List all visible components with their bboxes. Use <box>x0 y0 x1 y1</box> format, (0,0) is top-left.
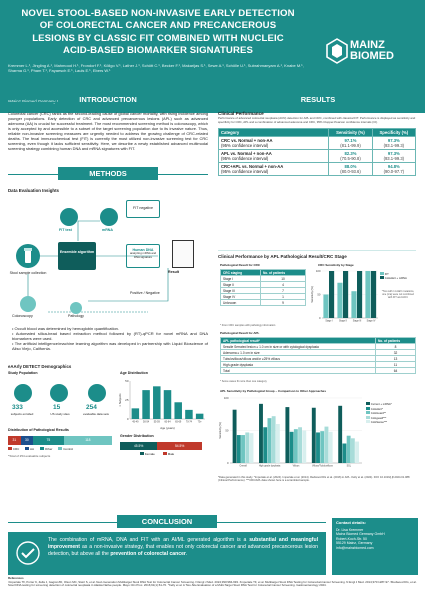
microscope-icon <box>70 302 82 314</box>
series-bar <box>351 438 355 463</box>
contact-box <box>332 518 418 575</box>
col-header-category: Category <box>219 129 329 137</box>
sensitivity-value: 88.0% <box>344 164 357 169</box>
series-bar <box>338 406 342 463</box>
crc-stage-table <box>220 269 306 306</box>
logo-text <box>350 40 394 62</box>
y-axis-label: Sensitivity (%) <box>219 422 222 439</box>
path-segment-control: 118 <box>64 436 112 445</box>
stage-legend <box>380 272 407 281</box>
x-tick-label: Stage IV <box>366 320 376 323</box>
col-header-staging: CRC staging <box>221 270 261 276</box>
clinical-note: Performance of advanced colorectal neoplasia (ACN) detection for APL and CRC, combined with classical FIT. Performance is displayed as sensitivity and specificity for CRC, APL and a combination of advanced adenoma and CRC, 95% Clopper-Pearson confidence intervals (CI). <box>218 116 416 124</box>
crc-sensitivity-chart <box>310 268 380 328</box>
series-bar <box>259 404 263 463</box>
table-row: Stage IV 1 <box>221 294 306 300</box>
flow-label-colonoscopy: Colonoscopy <box>12 314 33 318</box>
y-tick-label: 50 <box>317 292 321 297</box>
legend-item-aa: AA <box>25 447 34 451</box>
x-tick-label: Stage I <box>325 320 333 323</box>
bullet-item: • Automated silica-bead based extraction method followed by (RT)-qPCR for novel mRNA and DNA biomarkers were used. <box>12 331 208 341</box>
subjects-icon <box>14 384 32 402</box>
series-bar <box>347 436 351 463</box>
age-bar <box>185 410 193 419</box>
y-axis-label: n Subjects <box>118 393 122 407</box>
legend-female: Female <box>140 452 155 456</box>
row-category: CRC+APL vs. Normal + non-AA <box>221 164 284 169</box>
flow-label-fit: FIT test <box>59 228 72 232</box>
table-row <box>219 137 416 150</box>
x-tick-label: High grade dysplasia <box>258 465 281 468</box>
series-bar <box>323 295 328 319</box>
specificity-value: 94.8% <box>387 164 400 169</box>
y-tick-label: 100 <box>315 269 321 273</box>
row-ci-label: (95% confidence interval) <box>221 169 269 174</box>
flow-label-algorithm: Ensemble algorithm <box>59 250 95 254</box>
stool-sample-icon <box>16 244 40 268</box>
row-ci-label: (95% confidence interval) <box>221 143 269 148</box>
conclusion-text: . <box>185 551 188 557</box>
gender-legend <box>140 452 174 456</box>
y-tick-label: 0 <box>226 461 229 465</box>
table-row: Stage III 7 <box>221 288 306 294</box>
row-category: APL vs. Normal + non-AA <box>221 151 272 156</box>
legend-item-control: Control <box>58 447 73 451</box>
age-bar <box>132 408 140 419</box>
legend-colo-mrna: ColoAlert + mRNA <box>380 276 407 280</box>
gender-male-segment: 54.5% <box>157 442 202 450</box>
flow-label-dna-sub: analyzing mRNA and DNA signature <box>129 251 157 259</box>
x-tick-label: Stage II <box>339 320 347 323</box>
sensitivity-ci: (80.0-93.6) <box>340 169 361 174</box>
apl-note: * Some cases fit more than one category <box>220 380 267 383</box>
human-dna-box <box>126 244 160 268</box>
apl-title: Clinical Performance by APL Pathological Result/CRC Stage <box>218 254 347 259</box>
path-segment-crc: 31 <box>8 436 21 445</box>
table-row: Adenoma ≥ 1.0 cm in size 32 <box>221 350 416 356</box>
series-bar <box>337 283 342 318</box>
gender-bar <box>120 442 202 450</box>
gender-title: Gender Distribution <box>120 434 154 438</box>
study-pop-title: Study Population <box>8 371 38 375</box>
flow-label-mrna: mRNA <box>102 228 113 232</box>
performance-table <box>218 128 416 176</box>
results-footnote: *Data generated in this study. *Imperiale et al. (2024). Imperiale et al. (2014). Redwood DG et al. (2016) in APL. Kelly et al. (2024). DOI: 10.1016/j.jfl.2024.01.088 (Clinical Performance). ***CRC/APL data shown here is a scrambled sample. <box>218 476 410 483</box>
title-line: OF COLORECTAL CANCER AND PRECANCEROUS <box>39 20 277 32</box>
legend-fit: FIT <box>380 272 407 276</box>
x-tick-label: 70-74 <box>185 420 192 424</box>
count-value: 15 <box>53 404 61 411</box>
series-bar <box>320 431 324 463</box>
logo-line: BIOMED <box>350 50 394 62</box>
flow-label-pathology: Pathology <box>68 314 84 318</box>
flow-label-result: Result <box>168 270 179 274</box>
x-tick-label: 75+ <box>197 420 202 424</box>
method-flow-diagram <box>8 196 208 320</box>
bullet-item: • The artificial intelligence/machine learning algorithm was developed in partnership with Liquid Bioscience of Aliso Viejo, California. <box>12 341 208 351</box>
specificity-value: 97.3% <box>387 138 400 143</box>
x-tick-label: SSL <box>346 465 351 468</box>
logo-mark-icon <box>326 38 348 64</box>
x-tick-label: Villous <box>292 465 300 468</box>
logo-line: MAINZ <box>350 39 385 51</box>
methods-heading: METHODS <box>58 167 158 180</box>
conclusion-highlight: prevention of colorectal cancer <box>110 551 186 557</box>
series-bar <box>329 271 334 318</box>
x-tick-label: 65-69 <box>175 420 182 424</box>
series-bar <box>237 435 241 463</box>
col-header-specificity: Specificity (%) <box>372 129 415 137</box>
table-row <box>219 163 416 176</box>
x-tick-label: 45-49 <box>132 420 139 424</box>
flow-label-sample: Stool sample collection <box>9 271 47 275</box>
series-bar <box>267 418 271 463</box>
data-sets-icon <box>88 384 106 402</box>
intro-heading: INTRODUCTION <box>58 93 158 106</box>
table-row <box>219 150 416 163</box>
sensitivity-value: 97.1% <box>344 138 357 143</box>
contact-line: Dr. Lisa Kremmer <box>336 527 364 532</box>
stage-chart-title: CRC Sensitivity by Stage <box>318 263 354 267</box>
results-heading: RESULTS <box>268 93 368 106</box>
fit-test-icon <box>60 208 78 226</box>
methods-bullets <box>12 326 208 351</box>
specificity-ci: (90.0-97.7) <box>383 169 405 174</box>
flow-label-fit-negative: FIT negative <box>133 206 153 210</box>
series-bar <box>250 433 254 463</box>
path-dist-title: Distribution of Pathological Results <box>8 428 69 432</box>
conclusion-text: The combination of mRNA, DNA and FIT with an AI/ML generated algorithm is a <box>48 537 250 543</box>
series-bar <box>329 432 333 463</box>
series-bar <box>245 432 249 463</box>
legend-item-crc: CRC <box>8 447 19 451</box>
x-tick-label: Villous/Tubulovillous <box>312 465 333 468</box>
conclusion-box <box>8 532 326 575</box>
series-bar <box>302 431 306 464</box>
series-bar <box>294 429 298 463</box>
title-line: NOVEL STOOL-BASED NON-INVASIVE EARLY DETECTION <box>21 8 295 19</box>
row-ci-label: (95% confidence interval) <box>221 156 269 161</box>
mrna-icon <box>100 208 118 226</box>
table-row: Total 64 <box>221 368 416 374</box>
contact-line: Mainz Biomed Germany GmbH <box>336 532 385 537</box>
age-bar <box>153 386 161 419</box>
checkmark-icon <box>16 541 40 565</box>
y-axis-label: Sensitivity (%) <box>311 286 314 303</box>
col-header-sensitivity: Sensitivity (%) <box>329 129 372 137</box>
y-tick-label: 100 <box>223 396 229 400</box>
table-row: Sessile Serrated lesion ≥ 1.0 cm in size or with cytological dysplasia 8 <box>221 344 416 350</box>
path-segment-other: 75 <box>33 436 64 445</box>
x-tick-label: 50-54 <box>143 420 150 424</box>
x-tick-label: 60-64 <box>164 420 171 424</box>
conclusion-text: as a non-invasive strategy, that enables not only colorectal cancer and advanced precancerous lesion detection, but above all the <box>48 544 318 557</box>
flow-label-dna: Human DNA <box>132 248 154 252</box>
age-bar <box>174 402 182 419</box>
author-list: Kremmer L.¹, Jingling A.¹, Mahmood H.¹, Frondorf F.¹, Köllgo V.¹, Lather J.¹, Schött C.¹, Becker F.¹, Makarijas S.¹, Sewe A.¹, Schölle U.¹, Subrahmanyam A.¹, Knabe M.¹, Sharma G.¹, Pham T.¹, Fayaesch E.¹, Lauls E.¹, Ebers W.¹ <box>8 63 304 73</box>
series-bar <box>357 271 362 318</box>
y-tick-label: 25 <box>125 398 129 402</box>
algorithm-box <box>58 242 96 270</box>
legend-item: ColoAlert* <box>366 407 392 412</box>
x-tick-label: 55-59 <box>153 420 160 424</box>
insights-title: Data Evaluation Insights <box>8 188 59 193</box>
count-value: 333 <box>12 404 23 411</box>
col-header-patients: No. of patients <box>261 270 306 276</box>
apl-path-title: Pathological Result for APL <box>220 331 260 335</box>
table-row: Tubulovillous/villous and/or ≥25% villous 13 <box>221 356 416 362</box>
series-bar <box>276 424 280 463</box>
colonoscopy-icon <box>20 296 36 312</box>
mainz-biomed-logo <box>326 32 410 72</box>
legend-item: Cologuard*** <box>366 416 392 421</box>
series-bar <box>233 410 237 463</box>
contact-line: Robert-Koch-Str. 50 <box>336 536 367 541</box>
contact-title: Contact details: <box>336 520 367 525</box>
count-label: evaluable data sets <box>83 412 109 416</box>
conclusion-highlight: substantial and meaningful improvement <box>48 537 318 550</box>
series-bar <box>371 271 376 318</box>
crc-stage-note: * From CRC samples with pathology information <box>220 324 276 327</box>
references <box>8 577 418 588</box>
apl-sens-title: APL Sensitivity by Pathological Group – Comparison to Other Approaches <box>220 389 327 393</box>
col-header-apl-result: APL pathological result* <box>221 338 376 344</box>
sensitivity-value: 82.3% <box>344 151 357 156</box>
path-dist-bar <box>8 436 112 445</box>
poster-title <box>8 8 308 57</box>
crc-stage-title: Pathological Result for CRC <box>220 263 261 267</box>
title-line: ACID-BASED BIOMARKER SIGNATURES <box>62 44 253 56</box>
bullet-item: • Occult blood was determined by hemoglobin quantification. <box>12 326 120 331</box>
legend-male: Male <box>163 452 174 456</box>
gender-female-segment: 45.5% <box>120 442 157 450</box>
legend-item: ColoGuard** <box>366 411 392 416</box>
series-bar <box>351 291 356 318</box>
flow-label-positive: Positive / Negative <box>130 291 160 295</box>
series-bar <box>316 432 320 463</box>
y-tick-label: 0 <box>318 316 321 320</box>
table-row: Unknown 9 <box>221 300 306 306</box>
age-distribution-chart <box>118 378 208 430</box>
x-tick-label: Overall <box>239 465 247 468</box>
count-value: 254 <box>86 404 97 411</box>
fit-negative-box <box>126 200 160 218</box>
conclusion-heading: CONCLUSION <box>117 515 217 528</box>
series-bar <box>343 271 348 318</box>
col-header-apl-patients: No. of patients <box>376 338 416 344</box>
series-bar <box>298 427 302 463</box>
table-row: High-grade dysplasia 11 <box>221 362 416 368</box>
series-bar <box>325 427 329 463</box>
series-bar <box>342 444 346 464</box>
path-note: *Total of 254 evaluable subjects <box>8 454 51 458</box>
path-legend <box>8 447 118 451</box>
y-tick-label: 0 <box>126 417 129 421</box>
demographics-title: eAArly DETECT Demographics <box>8 364 72 369</box>
x-tick-label: Stage III <box>352 320 362 323</box>
specificity-value: 97.3% <box>387 151 400 156</box>
clinical-title: Clinical Performance <box>218 111 264 116</box>
legend-item: Current + mRNA* <box>366 402 392 407</box>
age-chart-title: Age Distribution <box>120 371 148 375</box>
table-row: Stage I 10 <box>221 276 306 282</box>
result-card-icon <box>172 240 194 268</box>
series-bar <box>263 427 267 463</box>
age-bar <box>196 414 204 419</box>
age-bar <box>164 390 172 419</box>
legend-item-other: Other <box>40 447 52 451</box>
path-segment-aa: 30 <box>21 436 33 445</box>
y-tick-label: 50 <box>225 428 229 433</box>
title-line: LESIONS BY CLASSIC FIT COMBINED WITH NUCLEIC <box>32 32 284 44</box>
specificity-ci: (93.1-99.3) <box>383 143 405 148</box>
apl-path-table <box>220 337 416 374</box>
series-bar <box>365 271 370 318</box>
sensitivity-ci: (70.5-90.8) <box>340 156 361 161</box>
study-pop-counts <box>8 384 116 420</box>
x-axis-label: Age (years) <box>160 426 175 430</box>
stage-note: *Two with 1 LGEV mutations, one (n/a) were not combined with FIT and ACN. <box>381 290 415 300</box>
series-bar <box>355 442 359 463</box>
references-text: ¹Imperiale TF, Porter K, Zella J, Gagrat ZD, Olson MC, Statz S, et al. Next-Generation Multitarget Stool DNA Test for Colorectal Cancer Screening. N Engl J Med. 2024;390:984-993. ²Imperiale TF, et al. Multitarget Stool DNA Testing for Colorectal-Cancer Screening. N Engl J Med. 2014;370:1287-97. ³Redwood DG, et al. Stool DNA testing for screening detection of colorectal neoplasia in Alaska Native people. Mayo Clin Proc. 2016;91(1):61-70. ⁴Kelly et al. A Two-Site Evaluation of a Multi-Target Stool RNA Test for Colorectal Cancer Screening. Gastroenterology 2024. <box>8 579 417 588</box>
apl-sensitivity-chart <box>218 395 364 473</box>
legend-item: ColoSense*** <box>366 420 392 425</box>
apl-divider <box>218 250 416 251</box>
references-title: References <box>8 576 24 580</box>
series-bar <box>290 432 294 463</box>
contact-line: 55129 Mainz, Germany <box>336 541 373 546</box>
study-sites-icon <box>50 384 68 402</box>
series-bar <box>312 408 316 463</box>
table-row: Stage II 4 <box>221 282 306 288</box>
apl-legend <box>366 402 392 425</box>
intro-text: Colorectal cancer (CRC) ranks as the second-leading cause of global cancer mortality, with rising incidence among younger populations. Early detection of CRC and advanced precancerous lesions (APL) such as advanced adenoma (AA) is crucial for successful treatment. The most recommended screening method is colonoscopy, which is only accepted by and accessible to a subset of the target screening population due to its invasive nature. Thus, reliable non-invasive screening measures are urgently needed to address the growing challenge of CRC-related deaths. The fecal immunochemical test (FIT) is currently the most utilized non-invasive screening test for CRC screening, even though it lacks sufficient sensitivity. Here, we describe a newly established advanced multimodal screening strategy combining human DNA and mRNA signatures with FIT. <box>8 111 208 151</box>
series-bar <box>272 416 276 463</box>
series-bar <box>285 407 289 463</box>
count-label: subjects enrolled <box>10 412 34 416</box>
specificity-ci: (93.1-99.3) <box>383 156 405 161</box>
age-bar <box>142 390 150 419</box>
series-bar <box>241 435 245 463</box>
contact-email[interactable]: info@mainzbiomed.com <box>336 545 374 550</box>
count-label: US study sites <box>50 412 70 416</box>
row-category: CRC vs. Normal + non-AA <box>221 138 273 143</box>
y-tick-label: 50 <box>125 379 129 383</box>
sensitivity-ci: (81.1-99.9) <box>340 143 361 148</box>
